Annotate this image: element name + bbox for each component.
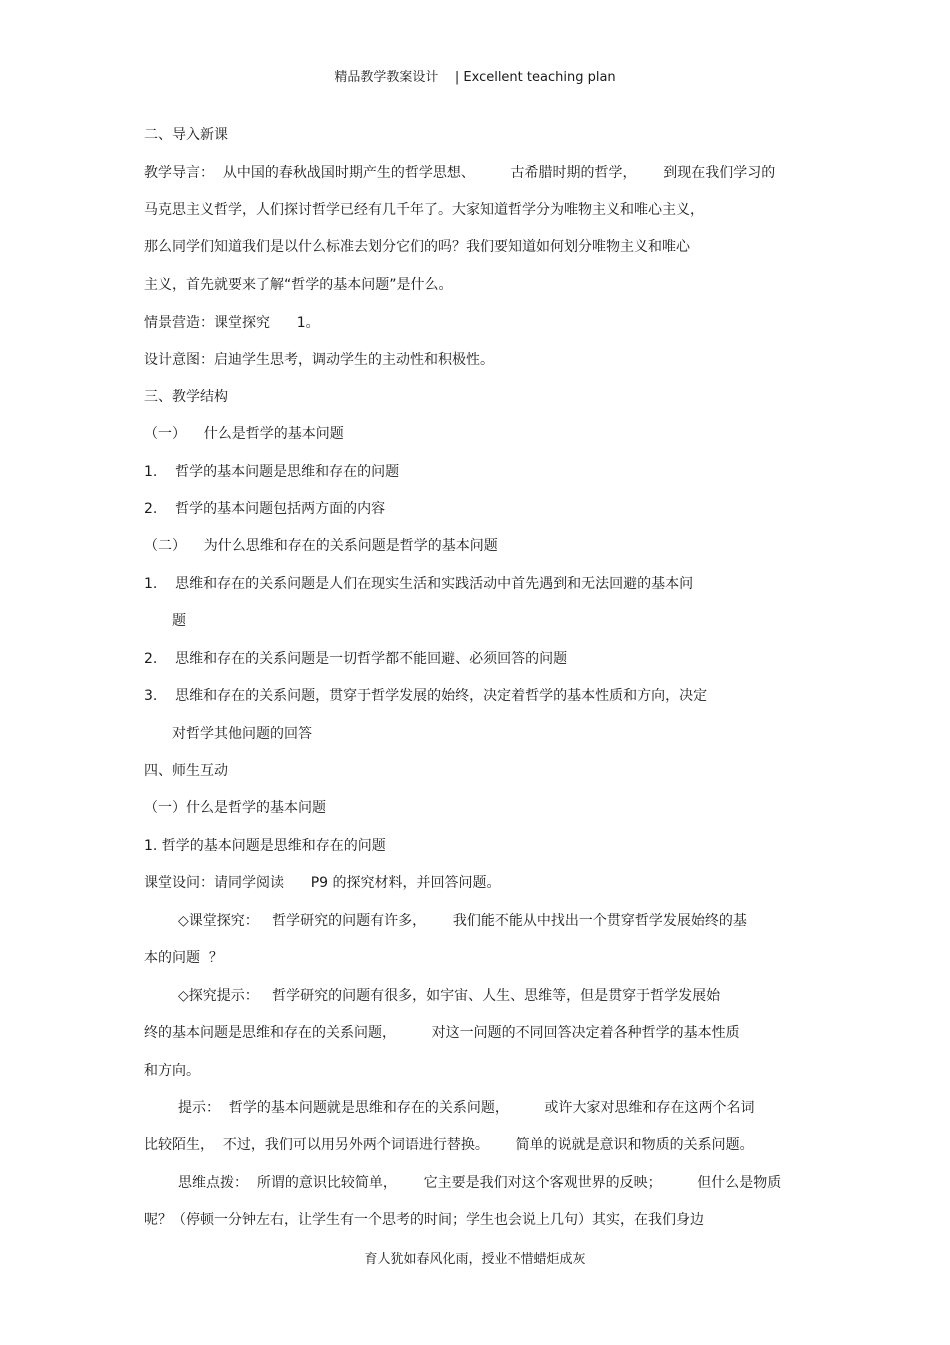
paragraph-line: 比较陌生， 不过，我们可以用另外两个词语进行替换。 简单的说就是意识和物质的关系问题。: [144, 1137, 754, 1153]
paragraph-line: 教学导言： 从中国的春秋战国时期产生的哲学思想、 古希腊时期的哲学， 到现在我们学习的: [144, 165, 776, 181]
paragraph-line: ◇课堂探究： 哲学研究的问题有许多， 我们能不能从中找出一个贯穿哲学发展始终的基: [178, 913, 747, 929]
list-item-continuation: 题: [172, 613, 186, 629]
subsection-heading: （二） 为什么思维和存在的关系问题是哲学的基本问题: [144, 538, 498, 554]
paragraph-line: 呢？（停顿一分钟左右，让学生有一个思考的时间；学生也会说上几句）其实，在我们身边: [144, 1212, 704, 1228]
section-heading: 三、教学结构: [144, 389, 228, 405]
subsection-heading: （一） 什么是哲学的基本问题: [144, 426, 344, 442]
paragraph-line: 终的基本问题是思维和存在的关系问题， 对这一问题的不同回答决定着各种哲学的基本性质: [144, 1025, 740, 1041]
list-item: 1. 哲学的基本问题是思维和存在的问题: [144, 464, 400, 480]
paragraph-line: 那么同学们知道我们是以什么标准去划分它们的吗？我们要知道如何划分唯物主义和唯心: [144, 239, 690, 255]
section-heading: 四、师生互动: [144, 763, 228, 779]
paragraph-line: 提示： 哲学的基本问题就是思维和存在的关系问题， 或许大家对思维和存在这两个名词: [178, 1100, 755, 1116]
paragraph-line: 情景营造：课堂探究 1。: [144, 315, 320, 331]
list-item-continuation: 对哲学其他问题的回答: [172, 726, 312, 742]
list-item: 3. 思维和存在的关系问题，贯穿于哲学发展的始终，决定着哲学的基本性质和方向，决定: [144, 688, 708, 704]
paragraph-line: 本的问题 ？: [144, 950, 223, 966]
list-item: 1. 哲学的基本问题是思维和存在的问题: [144, 838, 386, 854]
paragraph-line: ◇探究提示： 哲学研究的问题有很多，如宇宙、人生、思维等，但是贯穿于哲学发展始: [178, 988, 721, 1004]
paragraph-line: 设计意图：启迪学生思考，调动学生的主动性和积极性。: [144, 352, 494, 368]
section-heading: 二、导入新课: [144, 127, 228, 143]
paragraph-line: 马克思主义哲学，人们探讨哲学已经有几千年了。大家知道哲学分为唯物主义和唯心主义，: [144, 202, 704, 218]
page-footer: 育人犹如春风化雨，授业不惜蜡炬成灰: [364, 1252, 586, 1267]
list-item: 2. 思维和存在的关系问题是一切哲学都不能回避、必须回答的问题: [144, 651, 568, 667]
paragraph-line: 主义，首先就要来了解“哲学的基本问题”是什么。: [144, 277, 453, 293]
page-header: 精品教学教案设计 | Excellent teaching plan: [334, 70, 616, 85]
subsection-heading: （一）什么是哲学的基本问题: [144, 800, 326, 816]
paragraph-line: 思维点拨： 所谓的意识比较简单， 它主要是我们对这个客观世界的反映； 但什么是物质: [178, 1175, 782, 1191]
paragraph-line: 和方向。: [144, 1063, 200, 1079]
list-item: 1. 思维和存在的关系问题是人们在现实生活和实践活动中首先遇到和无法回避的基本问: [144, 576, 694, 592]
list-item: 2. 哲学的基本问题包括两方面的内容: [144, 501, 386, 517]
paragraph-line: 课堂设问：请同学阅读 P9 的探究材料，并回答问题。: [144, 875, 501, 891]
